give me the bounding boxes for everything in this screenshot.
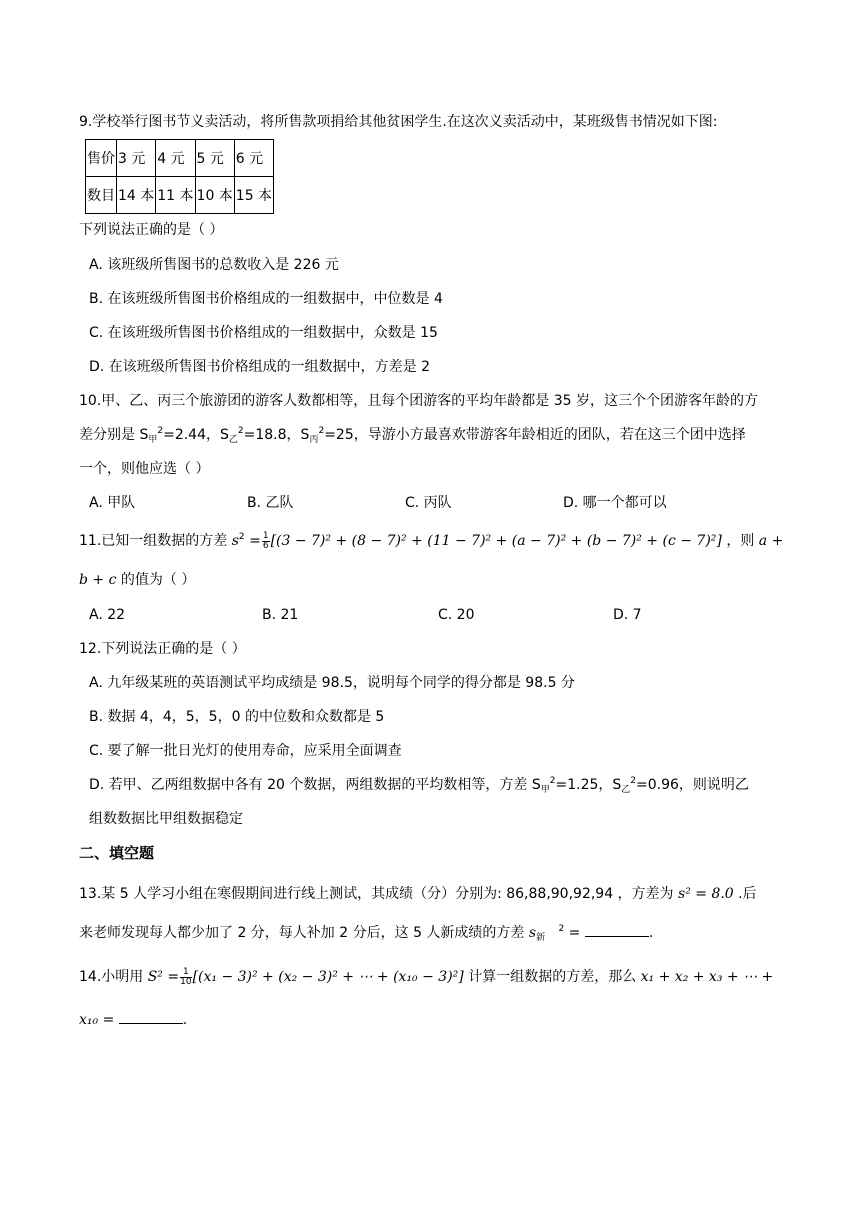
- table-cell: 售价: [86, 140, 117, 177]
- q10-option-b: B. 乙队: [247, 495, 294, 511]
- q10-line-1: 10.甲、乙、丙三个旅游团的游客人数都相等，且每个团游客的平均年龄都是 35 岁，这三个个团游客年龄的方: [79, 393, 758, 409]
- q14-line-2: [79, 1009, 187, 1030]
- table-cell: 4 元: [156, 140, 195, 177]
- q9-option-c: C. 在该班级所售图书价格组成的一组数据中，众数是 15: [89, 325, 438, 341]
- section-title: 二、填空题: [79, 844, 155, 862]
- q13-text: 13.某 5 人学习小组在寒假期间进行线上测试，其成绩（分）分别为: 86,88,90,92,94 ，方差为: [79, 886, 674, 902]
- q13-line-1: [79, 884, 757, 904]
- table-cell: 5 元: [195, 140, 234, 177]
- table-row: [86, 177, 274, 214]
- q10-option-d: D. 哪一个都可以: [563, 495, 667, 511]
- table-cell: 15 本: [234, 177, 273, 214]
- q9-prompt: 下列说法正确的是（ ）: [79, 222, 224, 238]
- q9-option-b: B. 在该班级所售图书价格组成的一组数据中，中位数是 4: [89, 291, 443, 307]
- q13-text: .后: [738, 886, 757, 902]
- q14-line-1: [79, 967, 773, 987]
- subscript: 新: [536, 933, 546, 943]
- q10-line-2: 差分别是 $S_甲^2=2.44$，$S_乙^2=18.8$，$S_丙^2=25$，导游小方最喜欢带游客年龄相近的团队，若在这三个团中选择: [79, 426, 746, 445]
- q10-option-c: C. 丙队: [405, 495, 452, 511]
- fraction: $\frac{1}{6}$: [262, 530, 269, 551]
- formula: x₁₀ =: [79, 1012, 115, 1028]
- formula: s² = 8.0: [678, 886, 734, 902]
- table-cell: 14 本: [117, 177, 156, 214]
- formula: x₁ + x₂ + x₃ + ⋯ +: [640, 969, 774, 985]
- answer-blank[interactable]: [119, 1009, 183, 1024]
- subscript: 乙: [621, 785, 631, 795]
- q12-text: =1.25，S: [555, 777, 622, 793]
- q11-line-1: 11.已知一组数据的方差 $s^2$ = $\frac{1}{6}$ [(3 − 7)² + (8 − 7)² + (11 − 7)² + (a − 7)² + (b − 7)² + (c − 7)²] ，则 a +: [79, 530, 784, 551]
- q11-option-b: B. 21: [262, 607, 299, 623]
- q9-option-a: A. 该班级所售图书的总数收入是 226 元: [89, 257, 339, 273]
- q14-text: 计算一组数据的方差，那么: [468, 969, 637, 985]
- table-cell: 3 元: [117, 140, 156, 177]
- formula: s: [231, 533, 239, 549]
- q10-option-a: A. 甲队: [89, 495, 136, 511]
- formula: b + c: [79, 572, 117, 588]
- table-cell: 数目: [86, 177, 117, 214]
- q11-option-c: C. 20: [438, 607, 475, 623]
- table-row: [86, 140, 274, 177]
- q11-line-2: [79, 570, 195, 590]
- q12-text: D. 若甲、乙两组数据中各有 20 个数据，两组数据的平均数相等，方差 S: [89, 777, 541, 793]
- q12-option-c: C. 要了解一批日光灯的使用寿命，应采用全面调查: [89, 743, 402, 759]
- q11-text: 11.已知一组数据的方差: [79, 533, 228, 549]
- q14-text: 14.小明用: [79, 969, 144, 985]
- q10-text: =2.44，S: [163, 427, 229, 443]
- q12-text: =0.96，则说明乙: [636, 777, 749, 793]
- q12-stem: 12.下列说法正确的是（ ）: [79, 641, 246, 657]
- q12-option-d: D. 若甲、乙两组数据中各有 20 个数据，两组数据的平均数相等，方差 $S_甲^2=1.25$，$S_乙^2=0.96$，则说明乙: [89, 776, 749, 795]
- table-cell: 11 本: [156, 177, 195, 214]
- subscript: 丙: [309, 435, 319, 445]
- superscript: 2: [558, 924, 565, 934]
- q9-option-d: D. 在该班级所售图书价格组成的一组数据中，方差是 2: [89, 359, 431, 375]
- q10-text: =25，导游小方最喜欢带游客年龄相近的团队，若在这三个团中选择: [324, 427, 746, 443]
- q11-option-a: A. 22: [89, 607, 126, 623]
- q9-stem: 9.学校举行图书节义卖活动，将所售款项捐给其他贫困学生.在这次义卖活动中，某班级售书情况如下图:: [79, 114, 718, 130]
- formula: a +: [758, 533, 784, 549]
- formula: [(3 − 7)² + (8 − 7)² + (11 − 7)² + (a − 7)² + (b − 7)² + (c − 7)²]: [270, 533, 722, 549]
- q13-text: .: [648, 925, 654, 941]
- q11-text: ，则: [726, 533, 755, 549]
- q14-text: .: [182, 1012, 188, 1028]
- q12-option-a: A. 九年级某班的英语测试平均成绩是 98.5，说明每个同学的得分都是 98.5 分: [89, 675, 575, 691]
- subscript: 甲: [148, 435, 158, 445]
- q10-text: =18.8，S: [243, 427, 310, 443]
- q10-line-3: 一个，则他应选（ ）: [79, 461, 210, 477]
- q12-option-b: B. 数据 4，4，5，5，0 的中位数和众数都是 5: [89, 709, 385, 725]
- price-table: [85, 139, 274, 214]
- q11-text: 的值为（ ）: [120, 572, 196, 588]
- q13-line-2: [79, 922, 653, 945]
- subscript: 甲: [540, 785, 550, 795]
- q10-text: 差分别是 S: [79, 427, 149, 443]
- table-cell: 10 本: [195, 177, 234, 214]
- q11-option-d: D. 7: [613, 607, 642, 623]
- answer-blank[interactable]: [585, 922, 649, 937]
- q13-text: 来老师发现每人都少加了 2 分，每人补加 2 分后，这 5 人新成绩的方差: [79, 925, 525, 941]
- formula: s: [528, 925, 537, 941]
- subscript: 乙: [228, 435, 238, 445]
- fraction: $\frac{1}{10}$: [180, 966, 192, 987]
- formula: [(x₁ − 3)² + (x₂ − 3)² + ⋯ + (x₁₀ − 3)²]: [192, 969, 464, 985]
- q12-option-d-cont: 组数数据比甲组数据稳定: [89, 811, 243, 827]
- table-cell: 6 元: [234, 140, 273, 177]
- formula: S² =: [147, 969, 180, 985]
- q13-text: =: [568, 925, 581, 941]
